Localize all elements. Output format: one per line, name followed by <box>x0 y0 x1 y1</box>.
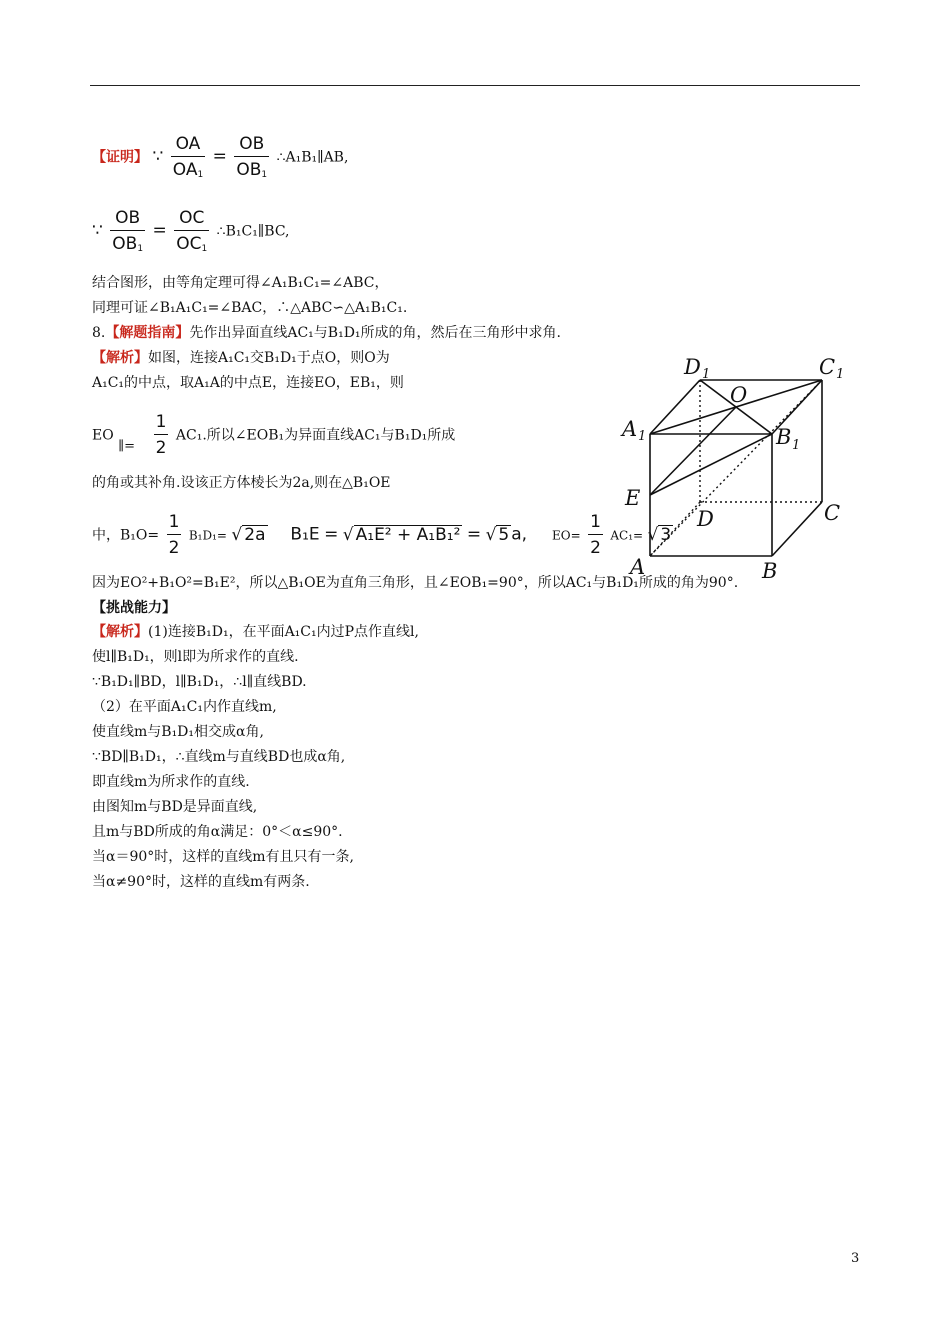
challenge-line-7: 即直线m为所求作的直线. <box>92 774 250 790</box>
proof-line-2 <box>92 206 289 257</box>
challenge-line-3: ∵B₁D₁∥BD，l∥B₁D₁，∴l∥直线BD. <box>92 674 307 690</box>
fraction-oc: $\frac{OC}{OC_1}$ <box>174 206 209 257</box>
equals-sign: = <box>212 146 227 167</box>
guide-text: 先作出异面直线AC₁与B₁D₁所成的角，然后在三角形中求角. <box>189 325 561 341</box>
because-symbol: ∵ <box>92 220 103 241</box>
label-d1: D <box>684 355 701 379</box>
challenge-line-11: 当α≠90°时，这样的直线m有两条. <box>92 874 310 890</box>
challenge-line-5: 使直线m与B₁D₁相交成α角, <box>92 724 264 740</box>
sqrt-2a: √ 2a <box>231 524 266 545</box>
challenge-line-10: 当α＝90°时，这样的直线m有且只有一条, <box>92 849 354 865</box>
proof-line-1 <box>92 132 348 183</box>
page-number: 3 <box>851 1251 860 1266</box>
fraction-oa: $\frac{OA}{OA_1}$ <box>171 132 205 183</box>
label-a: A <box>630 555 646 579</box>
challenge-line-6: ∵BD∥B₁D₁，∴直线m与直线BD也成α角, <box>92 749 346 765</box>
challenge-line-8: 由图知m与BD是异面直线, <box>92 799 258 815</box>
label-d: D <box>697 507 714 531</box>
analysis-label: 【解析】 <box>92 350 148 366</box>
q8-analysis-1: 【解析】如图，连接A₁C₁交B₁D₁于点O，则O为 <box>92 350 390 366</box>
challenge-heading: 【挑战能力】 <box>92 600 176 616</box>
label-o: O <box>730 383 748 407</box>
sqrt-3: √ 3 <box>647 524 672 545</box>
header-rule <box>90 85 860 86</box>
sqrt-a1e-a1b1: √ A₁E² + A₁B₁² <box>342 524 461 545</box>
challenge-line-2: 使l∥B₁D₁，则l即为所求作的直线. <box>92 649 299 665</box>
b1e-expr: B₁E <box>290 524 320 545</box>
label-b: B <box>762 559 778 582</box>
fraction-ob-2: $\frac{OB}{OB_1}$ <box>110 206 145 257</box>
svg-text:1: 1 <box>792 438 801 453</box>
question-number: 8. <box>92 325 106 341</box>
q8-middle-line: 中，B₁O= $\frac{1}{2}$ B₁D₁= √ 2a B₁E = √ A₁E² + A₁B₁² = √ 5 a, EO= $\frac{1}{2}$ AC₁= √ 3 <box>92 510 673 561</box>
svg-text:1: 1 <box>702 367 711 382</box>
guide-label: 【解题指南】 <box>105 325 190 341</box>
conclusion-ab: ∴A₁B₁∥AB, <box>276 149 349 166</box>
cube-figure <box>620 350 860 582</box>
svg-text:1: 1 <box>638 429 647 444</box>
challenge-line-4: （2）在平面A₁C₁内作直线m, <box>92 699 277 715</box>
proof-line-4: 同理可证∠B₁A₁C₁=∠BAC，∴△ABC∽△A₁B₁C₁. <box>92 300 408 316</box>
fraction-half-3: $\frac{1}{2}$ <box>588 510 603 561</box>
conclusion-bc: ∴B₁C₁∥BC, <box>216 223 290 240</box>
because-symbol: ∵ <box>152 146 164 167</box>
label-e: E <box>625 486 641 510</box>
q8-conclusion: 因为EO²+B₁O²=B₁E²，所以△B₁OE为直角三角形，且∠EOB₁=90°，所以AC₁与B₁D₁所成的角为90°. <box>92 575 739 591</box>
equals-sign: = <box>152 220 167 241</box>
analysis-label-2: 【解析】 <box>92 624 148 640</box>
label-a1: A <box>622 417 638 441</box>
proof-line-3: 结合图形，由等角定理可得∠A₁B₁C₁=∠ABC， <box>92 275 389 291</box>
challenge-line-1: 【解析】(1)连接B₁D₁，在平面A₁C₁内过P点作直线l, <box>92 624 419 640</box>
challenge-line-9: 且m与BD所成的角α满足：0°＜α≤90°. <box>92 824 343 840</box>
fraction-ob: $\frac{OB}{OB_1}$ <box>234 132 269 183</box>
fraction-half: $\frac{1}{2}$ <box>154 410 169 461</box>
sqrt-5: √ 5 <box>485 524 510 545</box>
svg-text:1: 1 <box>836 367 845 382</box>
q8-analysis-4: 的角或其补角.设该正方体棱长为2a,则在△B₁OE <box>92 475 391 491</box>
proof-label: 【证明】 <box>92 149 148 166</box>
q8-eo-line: EO ∥= $\frac{1}{2}$ AC₁.所以∠EOB₁为异面直线AC₁与B₁D₁所成 <box>92 410 455 461</box>
label-b1: B <box>776 425 792 449</box>
label-c: C <box>824 501 841 525</box>
parallel-equal-symbol: ∥= <box>118 438 136 454</box>
fraction-half-2: $\frac{1}{2}$ <box>167 510 182 561</box>
q8-guide <box>92 323 561 343</box>
q8-analysis-2: A₁C₁的中点，取A₁A的中点E，连接EO，EB₁，则 <box>92 375 404 391</box>
label-c1: C <box>819 355 836 379</box>
